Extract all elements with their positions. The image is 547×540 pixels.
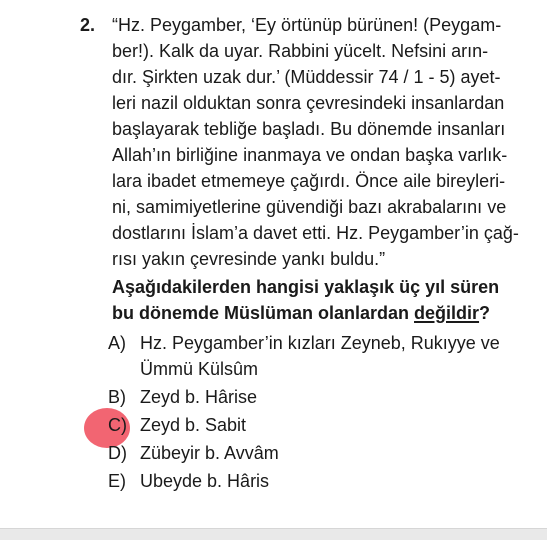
- option-text: Zübeyir b. Avvâm: [140, 443, 279, 463]
- option-text: Ubeyde b. Hâris: [140, 471, 270, 491]
- passage-line: rısı yakın çevresinde yankı buldu.”: [112, 249, 386, 269]
- passage-line: “Hz. Peygamber, ‘Ey örtünüp bürünen! (Peygam-: [112, 15, 502, 35]
- passage-line: dır. Şirkten uzak dur.’ (Müddessir 74 / 1 - 5) ayet-: [112, 67, 501, 87]
- passage-line: Allah’ın birliğine inanmaya ve ondan başka varlık-: [112, 145, 508, 165]
- passage-line: leri nazil olduktan sonra çevresindeki insanlardan: [112, 93, 505, 113]
- passage-line: başlayarak tebliğe başladı. Bu dönemde insanları: [112, 119, 506, 139]
- passage-line: ni, samimiyetlerine güvendiği bazı akrabalarını ve: [112, 197, 507, 217]
- option-text: Zeyd b. Hârise: [140, 387, 258, 407]
- question-prompt-line1: Aşağıdakilerden hangisi yaklaşık üç yıl süren: [112, 277, 500, 297]
- option-letter: E): [108, 471, 126, 491]
- option-letter: A): [108, 333, 126, 353]
- bottom-scroll-bar: [0, 528, 547, 540]
- passage-line: dostlarını İslam’a davet etti. Hz. Peygamber’in çağ-: [112, 223, 519, 243]
- option-text: Hz. Peygamber’in kızları Zeyneb, Rukıyye ve: [140, 333, 500, 353]
- passage-line: ber!). Kalk da uyar. Rabbini yücelt. Nefsini arın-: [112, 41, 489, 61]
- passage-line: lara ibadet etmemeye çağırdı. Önce aile bireyleri-: [112, 171, 506, 191]
- prompt-question-mark: ?: [479, 303, 491, 323]
- option-text: Ümmü Külsûm: [140, 359, 259, 379]
- option-letter: D): [108, 443, 127, 463]
- prompt-text: bu dönemde Müslüman olanlardan: [112, 303, 415, 323]
- option-text: Zeyd b. Sabit: [140, 415, 247, 435]
- question-prompt-line2: [112, 300, 532, 326]
- question-number: 2.: [80, 15, 96, 35]
- option-letter: C): [108, 415, 127, 435]
- prompt-emphasis: değildir: [414, 303, 480, 323]
- option-letter: B): [108, 387, 126, 407]
